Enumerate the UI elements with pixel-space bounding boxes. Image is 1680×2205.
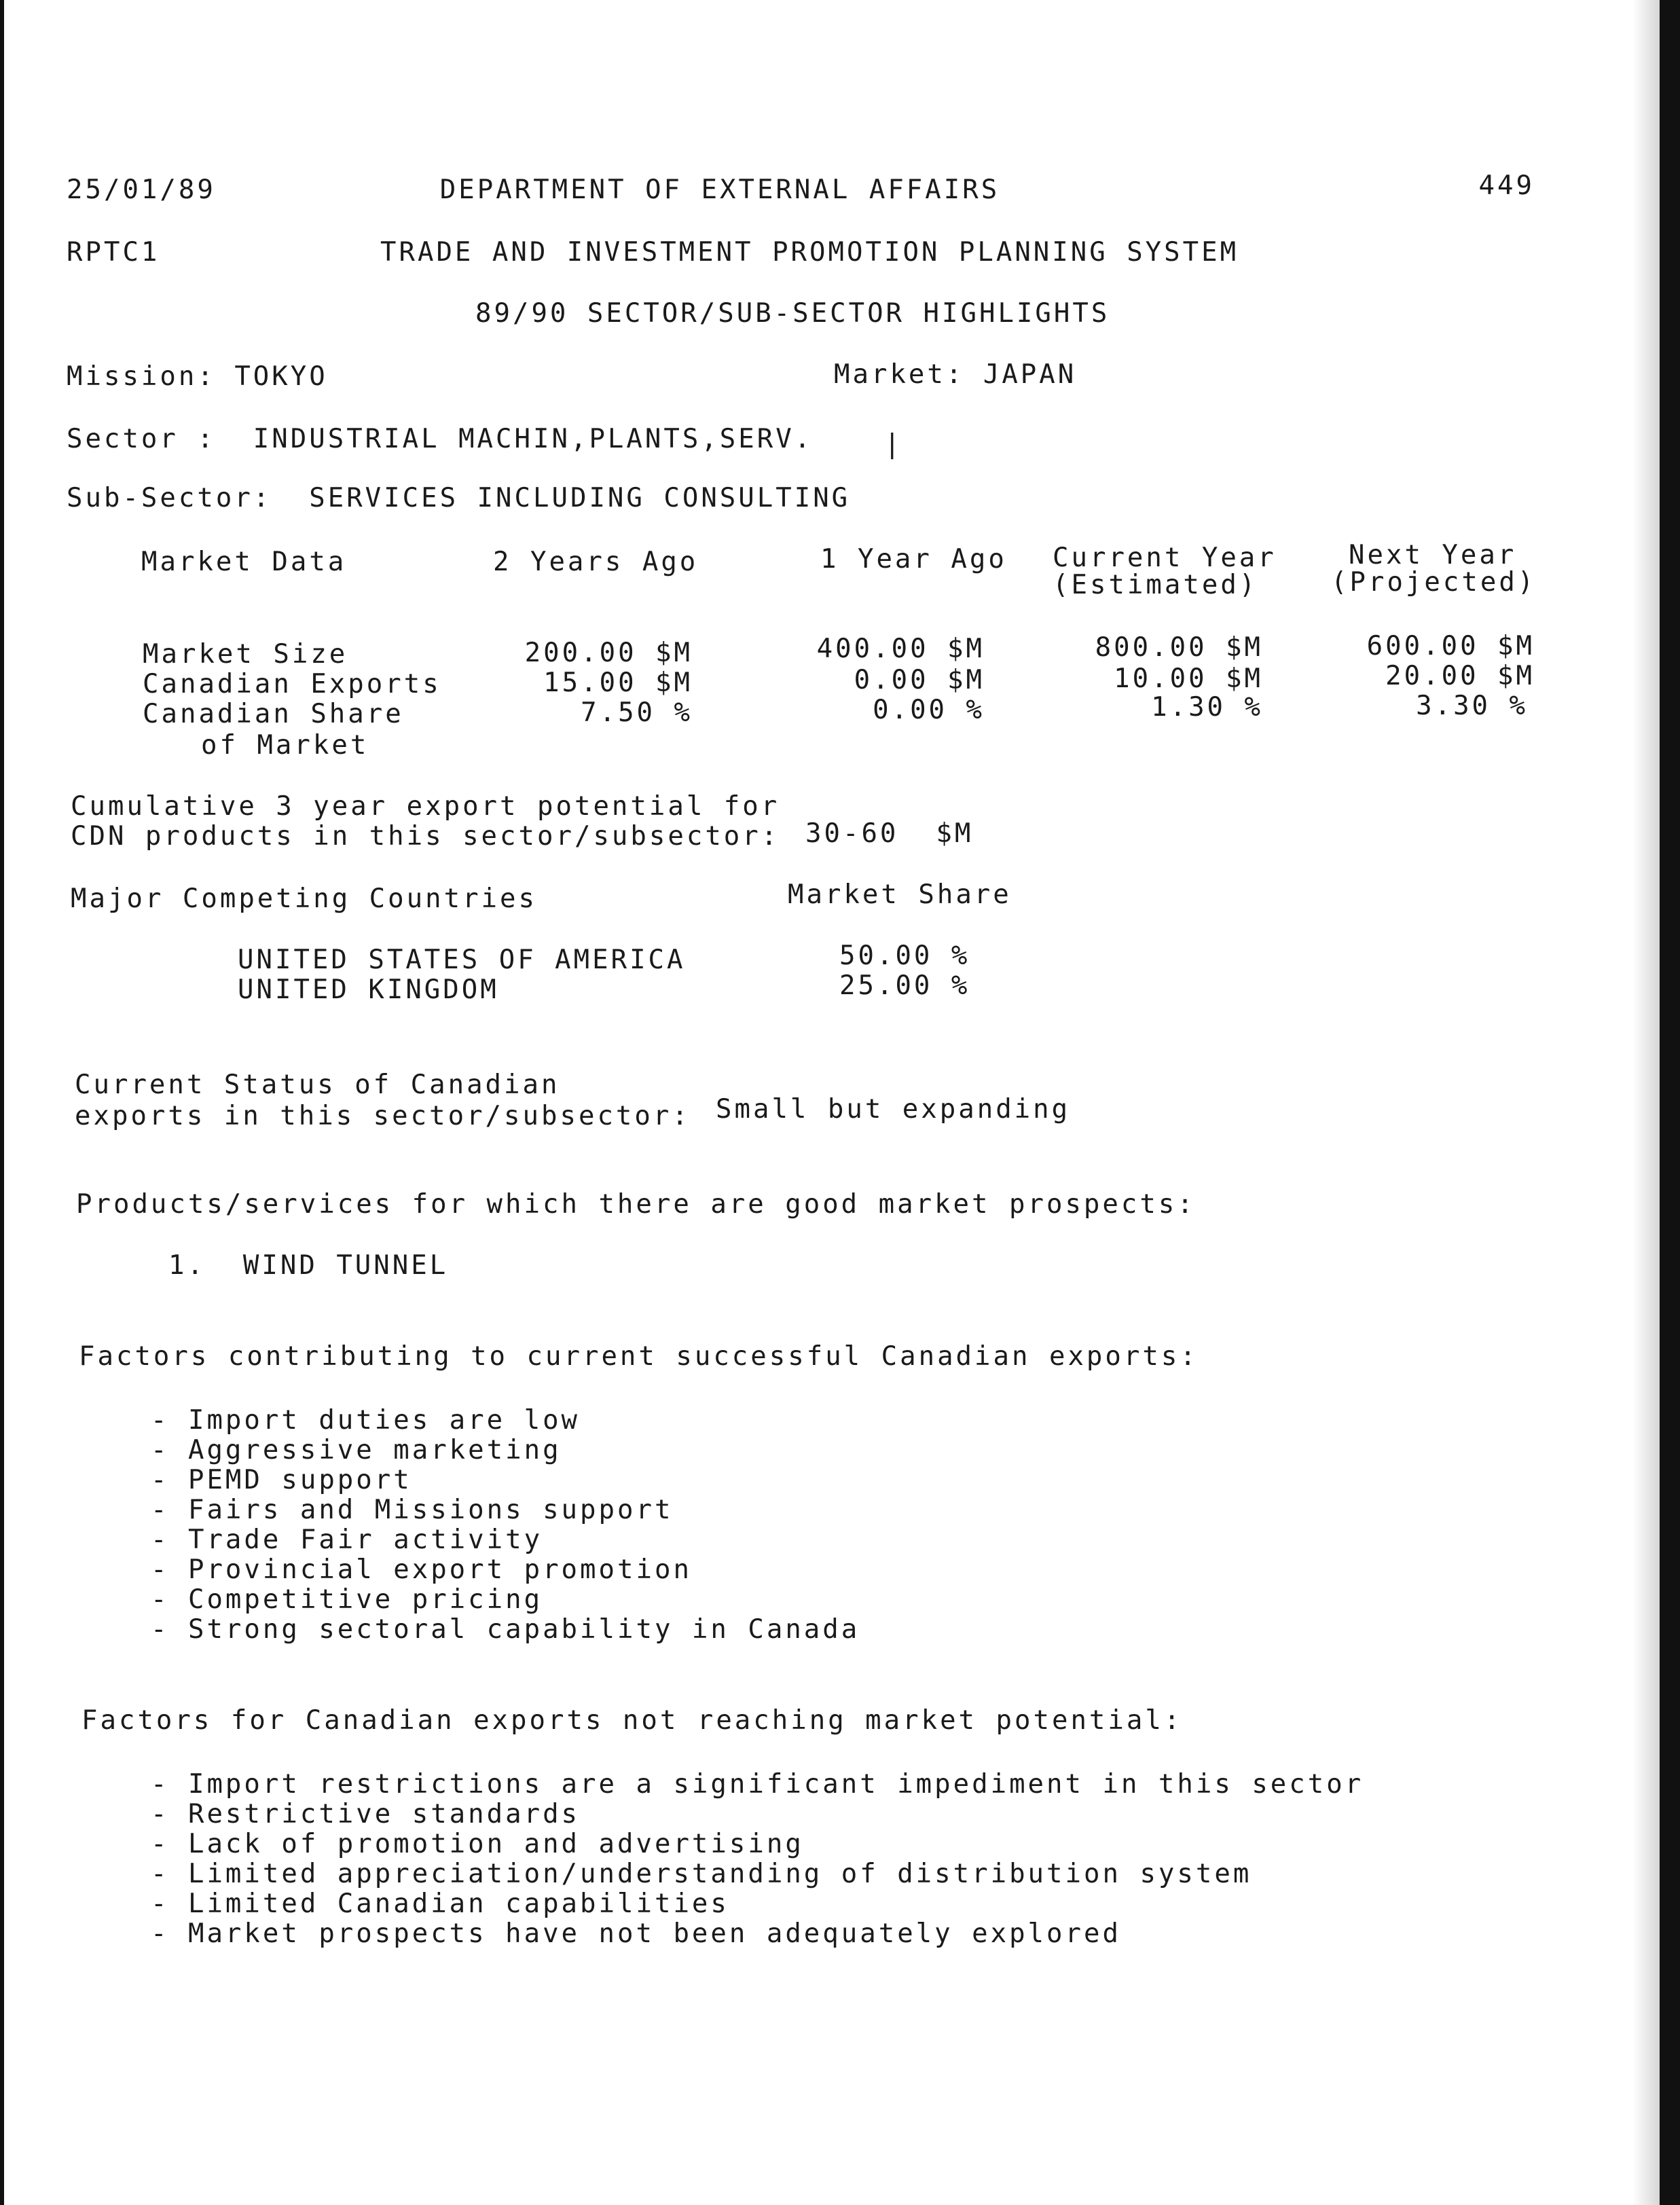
market-label: Market: JAPAN (834, 359, 1077, 390)
cell-market-size-current: 800.00 $M (1095, 632, 1263, 663)
products-heading: Products/services for which there are good market prospects: (76, 1189, 1196, 1220)
page-number: 449 (1478, 170, 1535, 201)
list-item: - PEMD support (151, 1465, 412, 1495)
sector-label: Sector : INDUSTRIAL MACHIN,PLANTS,SERV. (67, 424, 814, 454)
cumulative-value: 30-60 $M (805, 818, 974, 849)
cell-share-current: 1.30 % (1151, 692, 1263, 723)
competitor-country: UNITED STATES OF AMERICA (238, 945, 686, 975)
cumulative-label-line1: Cumulative 3 year export potential for (71, 791, 780, 822)
cell-exports-1y: 0.00 $M (854, 665, 985, 695)
col-header-next-year: Next Year (1349, 540, 1517, 570)
row-label-market-size: Market Size (143, 639, 348, 670)
row-label-of-market: of Market (201, 730, 369, 761)
report-date: 25/01/89 (67, 175, 216, 205)
cell-market-size-1y: 400.00 $M (816, 634, 985, 664)
list-item: - Trade Fair activity (151, 1525, 543, 1555)
row-label-canadian-exports: Canadian Exports (143, 669, 441, 699)
cell-exports-next: 20.00 $M (1385, 661, 1535, 691)
list-item: - Fairs and Missions support (151, 1495, 674, 1525)
sector-mark: | (884, 429, 903, 460)
col-header-projected: (Projected) (1331, 567, 1537, 598)
col-header-2-years-ago: 2 Years Ago (493, 547, 699, 577)
limiting-factors-list (151, 1770, 1364, 1949)
market-share-heading: Market Share (788, 879, 1012, 910)
sub-sector-label: Sub-Sector: SERVICES INCLUDING CONSULTING (67, 483, 851, 513)
list-item: - Import restrictions are a significant impediment in this sector (151, 1769, 1364, 1800)
cumulative-label-line2: CDN products in this sector/subsector: (71, 821, 780, 852)
mission-label: Mission: TOKYO (67, 361, 328, 392)
list-item: - Competitive pricing (151, 1584, 543, 1615)
competitor-country: UNITED KINGDOM (238, 974, 499, 1005)
cell-share-2y: 7.50 % (581, 697, 693, 728)
col-header-estimated: (Estimated) (1053, 570, 1258, 600)
success-factors-heading: Factors contributing to current successful Canadian exports: (79, 1341, 1199, 1372)
list-item: - Market prospects have not been adequately explored (151, 1918, 1121, 1949)
col-header-1-year-ago: 1 Year Ago (820, 544, 1007, 575)
limiting-factors-heading: Factors for Canadian exports not reaching market potential: (81, 1705, 1183, 1736)
list-item: - Provincial export promotion (151, 1554, 692, 1585)
cell-share-1y: 0.00 % (873, 695, 985, 725)
status-label-line1: Current Status of Canadian (75, 1070, 560, 1100)
status-label-line2: exports in this sector/subsector: (75, 1101, 691, 1131)
list-item: - Limited appreciation/understanding of distribution system (151, 1859, 1252, 1889)
competitor-share: 25.00 % (839, 970, 970, 1001)
col-header-current-year: Current Year (1053, 543, 1277, 573)
success-factors-list (151, 1406, 860, 1645)
competitor-share: 50.00 % (839, 941, 970, 971)
list-item: - Lack of promotion and advertising (151, 1829, 804, 1859)
competitors-heading: Major Competing Countries (71, 883, 537, 914)
cell-market-size-next: 600.00 $M (1366, 631, 1535, 661)
col-header-market-data: Market Data (141, 547, 347, 577)
scan-right-shadow (1632, 0, 1660, 2205)
list-item: - Aggressive marketing (151, 1435, 562, 1465)
report-code: RPTC1 (67, 237, 160, 268)
cell-exports-current: 10.00 $M (1114, 663, 1263, 694)
department-name: DEPARTMENT OF EXTERNAL AFFAIRS (439, 175, 1000, 205)
status-value: Small but expanding (716, 1094, 1071, 1125)
list-item: - Limited Canadian capabilities (151, 1889, 729, 1919)
row-label-canadian-share: Canadian Share (143, 699, 404, 729)
list-item: - Strong sectoral capability in Canada (151, 1614, 860, 1645)
list-item: - Restrictive standards (151, 1799, 581, 1829)
cell-exports-2y: 15.00 $M (543, 668, 693, 698)
cell-market-size-2y: 200.00 $M (524, 638, 693, 668)
cell-share-next: 3.30 % (1416, 691, 1528, 721)
report-title: 89/90 SECTOR/SUB-SECTOR HIGHLIGHTS (475, 298, 1110, 329)
scan-left-edge (0, 0, 4, 2205)
system-title: TRADE AND INVESTMENT PROMOTION PLANNING SYSTEM (380, 237, 1239, 268)
list-item: - Import duties are low (151, 1405, 581, 1436)
scan-right-edge (1660, 0, 1680, 2205)
product-item: 1. WIND TUNNEL (168, 1250, 449, 1281)
